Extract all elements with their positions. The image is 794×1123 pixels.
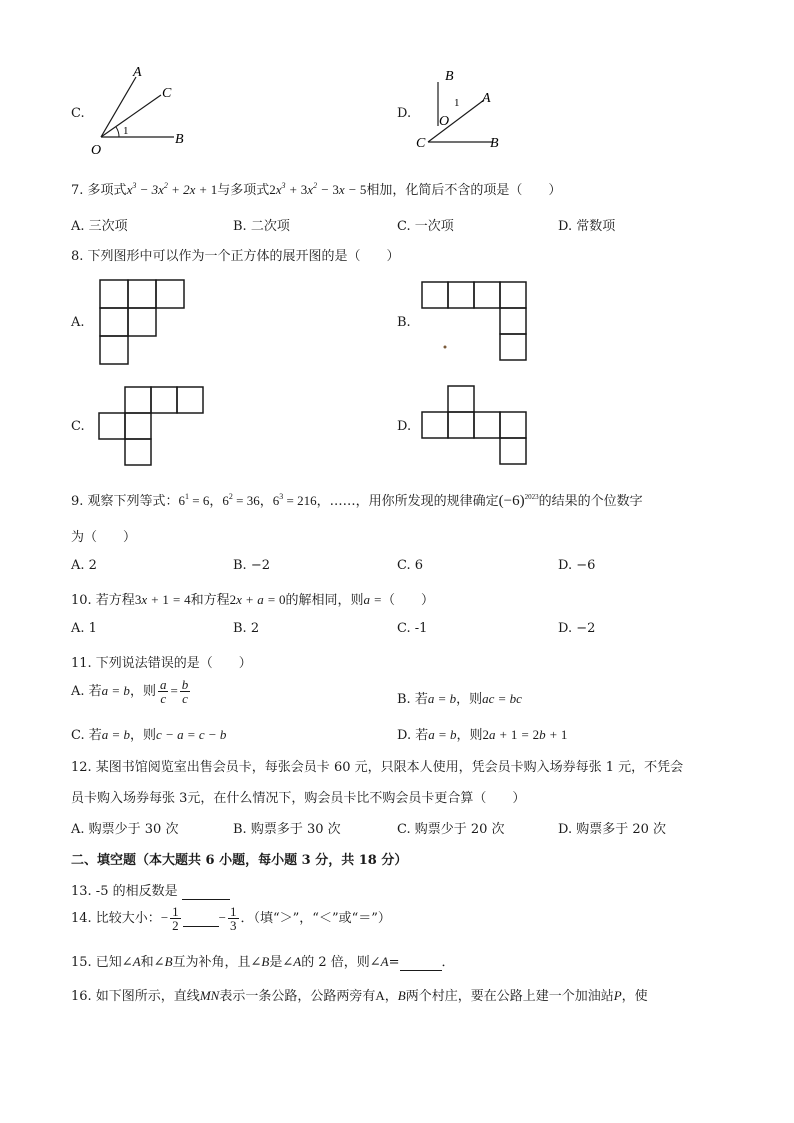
q8-net-b xyxy=(421,281,531,363)
q14-answer-blank[interactable] xyxy=(183,911,219,927)
q10-text-1: 10. 若方程 xyxy=(71,593,135,608)
q11-stem: 11. 下列说法错误的是（ ） xyxy=(71,656,252,671)
label-o: O xyxy=(439,114,450,129)
q9-eq-1: $6^1 = 6$ xyxy=(178,492,210,508)
q7-text-3: 相加，化简后不含的项是（ ） xyxy=(366,183,562,198)
section-title-fill-in: 二、填空题（本大题共 6 小题，每小题 3 分，共 18 分） xyxy=(71,853,408,868)
q8-net-a xyxy=(99,279,189,367)
q9-sep-1: ， xyxy=(209,494,223,509)
q13-answer-blank[interactable] xyxy=(182,884,230,900)
q6-figure-c xyxy=(86,62,196,157)
q7-option-a[interactable]: A. 三次项 xyxy=(71,219,128,234)
q16-stem: 16. 如下图所示，直线MN表示一条公路，公路两旁有A，B两个村庄，要在公路上建一个加油站P，使 xyxy=(71,988,648,1004)
q11-a-mid: ，则 xyxy=(129,684,156,699)
q16-text-2: 表示一条公路，公路两旁有 xyxy=(219,989,376,1004)
q16-text-1: 16. 如下图所示，直线 xyxy=(71,989,200,1004)
q6-option-d-label[interactable]: D. xyxy=(397,106,412,121)
q11-b-result: ac = bc xyxy=(482,691,522,706)
q10-option-c[interactable]: C. -1 xyxy=(397,621,428,636)
q14-text-2: ．（填“＞”，“＜”或“＝”） xyxy=(240,911,391,926)
q11-a-pre: A. 若 xyxy=(71,684,102,699)
q11-option-d[interactable] xyxy=(397,724,567,743)
q10-stem xyxy=(71,589,434,608)
label-c: C xyxy=(416,136,426,151)
q7-option-b[interactable]: B. 二次项 xyxy=(233,219,290,234)
label-a: A xyxy=(133,65,142,80)
q14-text-1: 14. 比较大小： xyxy=(71,911,161,926)
q10-option-a[interactable]: A. 1 xyxy=(71,621,97,636)
ink-speck xyxy=(444,346,447,349)
q12-option-a[interactable]: A. 购票少于 30 次 xyxy=(71,822,179,837)
q10-eq-2: 2x + a = 0 xyxy=(229,592,286,607)
label-b: B xyxy=(175,132,184,147)
q11-b-pre: B. 若 xyxy=(397,692,428,707)
q9-option-a[interactable]: A. 2 xyxy=(71,558,97,573)
q15-text-1: 15. 已知∠ xyxy=(71,955,133,970)
q10-option-d[interactable]: D. −2 xyxy=(558,621,596,636)
label-1: 1 xyxy=(454,97,460,109)
q7-stem xyxy=(71,179,561,198)
q8-stem: 8. 下列图形中可以作为一个正方体的展开图的是（ ） xyxy=(71,249,400,264)
q7-option-c[interactable]: C. 一次项 xyxy=(397,219,454,234)
label-a: A xyxy=(482,91,491,106)
q9-power: $(-6)^{2023}$ xyxy=(498,493,539,509)
q8-option-b-label[interactable]: B. xyxy=(397,315,411,330)
q11-c-result: c − a = c − b xyxy=(156,727,227,742)
q7-option-d[interactable]: D. 常数项 xyxy=(558,219,616,234)
q9-text-1: 9. 观察下列等式： xyxy=(71,494,179,509)
q11-a-frac-1: $\frac{a}{c}$ xyxy=(159,677,167,706)
q7-poly-1: $x^3 - 3x^2 + 2x + 1$ xyxy=(126,181,218,197)
q11-a-cond: a = b xyxy=(101,683,130,698)
q9-eq-2: $6^2 = 36$ xyxy=(222,492,260,508)
q8-net-c xyxy=(97,386,207,468)
q12-option-d[interactable]: D. 购票多于 20 次 xyxy=(558,822,667,837)
q12-option-c[interactable]: C. 购票少于 20 次 xyxy=(397,822,505,837)
q11-d-pre: D. 若 xyxy=(397,728,429,743)
q14-stem: 14. 比较大小：− $\frac{1}{2}$ − $\frac{1}{3}$ ．（填“＞”，“＜”或“＝”） xyxy=(71,904,391,933)
q14-frac-1: $\frac{1}{2}$ xyxy=(172,904,179,933)
q13-stem xyxy=(71,880,230,900)
q9-eq-3: $6^3 = 216$ xyxy=(272,492,317,508)
q7-text-2: 与多项式 xyxy=(217,183,270,198)
q12-stem-line1: 12. 某图书馆阅览室出售会员卡，每张会员卡 60 元，只限本人使用，凭会员卡购入场券每张 1 元，不凭会 xyxy=(71,760,684,775)
q8-option-a-label[interactable]: A. xyxy=(71,315,85,330)
q11-d-mid: ，则 xyxy=(456,728,483,743)
q9-sep-2: ， xyxy=(259,494,273,509)
q8-option-c-label[interactable]: C. xyxy=(71,419,85,434)
q11-d-result: 2a + 1 = 2b + 1 xyxy=(482,727,568,742)
q8-option-d-label[interactable]: D. xyxy=(397,419,412,434)
q11-option-a[interactable]: A. 若a = b，则 $\frac{a}{c}$ = $\frac{b}{c}$ xyxy=(71,677,189,706)
q9-stem-line2: 为（ ） xyxy=(71,530,137,545)
q6-figure-d xyxy=(412,62,522,157)
q10-text-4: （ ） xyxy=(382,593,435,608)
q11-option-b[interactable] xyxy=(397,688,522,707)
q14-frac-2: $\frac{1}{3}$ xyxy=(230,904,237,933)
q10-text-2: 和方程 xyxy=(190,593,230,608)
q9-text-5: 的结果的个位数字 xyxy=(538,494,643,509)
q12-stem-line2: 员卡购入场券每张 3元，在什么情况下，购会员卡比不购会员卡更合算（ ） xyxy=(71,791,526,806)
q9-option-b[interactable]: B. −2 xyxy=(233,558,270,573)
label-b-top: B xyxy=(445,69,454,84)
q10-eq-1: 3x + 1 = 4 xyxy=(134,592,191,607)
q16-text-3: ， xyxy=(384,989,398,1004)
q15-text-7: ． xyxy=(441,955,455,970)
q10-text-3: 的解相同，则 xyxy=(285,593,364,608)
ray-oa xyxy=(101,77,136,137)
q9-text-4: ，……，用你所发现的规律确定 xyxy=(316,494,499,509)
q11-option-c[interactable] xyxy=(71,724,226,743)
label-b-right: B xyxy=(490,136,499,151)
q11-c-mid: ，则 xyxy=(130,728,157,743)
q16-text-5: ，使 xyxy=(621,989,648,1004)
q13-text: 13. -5 的相反数是 xyxy=(71,884,178,899)
angle-arc xyxy=(116,127,119,137)
label-c: C xyxy=(162,86,172,101)
q15-text-6: = xyxy=(388,955,400,970)
q11-c-cond: a = b xyxy=(101,727,131,742)
q11-c-pre: C. 若 xyxy=(71,728,102,743)
q7-text-1: 多项式 xyxy=(87,183,127,198)
q15-stem: 15. 已知∠A和∠B互为补角，且∠B是∠A的 2 倍，则∠A= ． xyxy=(71,954,455,970)
ray-oc xyxy=(101,95,161,137)
q11-b-mid: ，则 xyxy=(456,692,483,707)
q6-option-c-label[interactable]: C. xyxy=(71,106,85,121)
q15-text-5: 的 2 倍，则∠ xyxy=(301,955,381,970)
q11-a-frac-2: $\frac{b}{c}$ xyxy=(181,677,189,706)
q15-text-3: 互为补角，且∠ xyxy=(172,955,262,970)
label-o: O xyxy=(91,143,102,157)
q16-text-4: 两个村庄，要在公路上建一个加油站 xyxy=(405,989,614,1004)
q11-d-cond: a = b xyxy=(428,727,457,742)
q15-text-4: 是∠ xyxy=(269,955,294,970)
q9-option-d[interactable]: D. −6 xyxy=(558,558,596,573)
q7-poly-2: $2x^3 + 3x^2 - 3x - 5$ xyxy=(269,181,367,197)
q12-option-b[interactable]: B. 购票多于 30 次 xyxy=(233,822,341,837)
label-1: 1 xyxy=(123,125,129,137)
q15-text-2: 和∠ xyxy=(140,955,165,970)
q10-var: a = xyxy=(363,592,383,607)
q11-b-cond: a = b xyxy=(427,691,457,706)
q10-option-b[interactable]: B. 2 xyxy=(233,621,260,636)
q9-stem xyxy=(71,490,643,510)
q9-option-c[interactable]: C. 6 xyxy=(397,558,424,573)
q15-answer-blank[interactable] xyxy=(400,955,442,971)
q8-net-d xyxy=(421,385,531,467)
q7-number: 7. xyxy=(71,183,84,198)
